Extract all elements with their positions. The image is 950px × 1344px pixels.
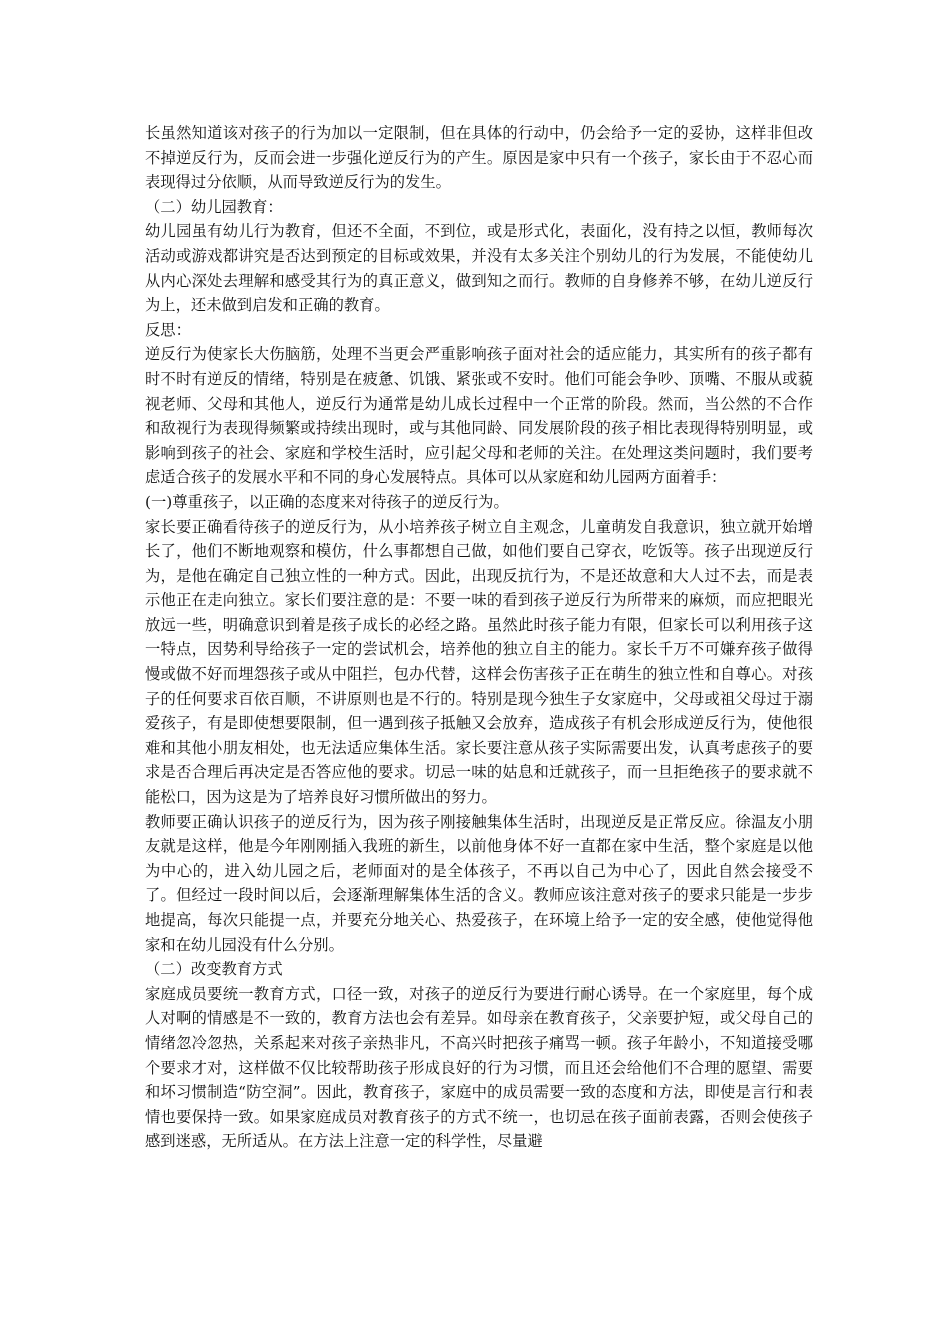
paragraph-unified-education: 家庭成员要统一教育方式，口径一致，对孩子的逆反行为要进行耐心诱导。在一个家庭里，每个成人对啊的情感是不一致的，教育方法也会有差异。如母亲在教育孩子，父亲要护短，或父母自己的情绪忽冷忽热，关系起来对孩子亲热非凡，不高兴时把孩子痛骂一顿。孩子年龄小，不知道接受哪个要求才对，这样做不仅比较帮助孩子形成良好的行为习惯，而且还会给他们不合理的愿望、需要和坏习惯制造“防空洞”。因此，教育孩子，家庭中的成员需要一致的态度和方法，即使是言行和表情也要保持一致。如果家庭成员对教育孩子的方式不统一，也切忌在孩子面前表露，否则会使孩子感到迷惑，无所适从。在方法上注意一定的科学性，尽量避 — [145, 984, 813, 1151]
heading-respect-child: (一)尊重孩子，以正确的态度来对待孩子的逆反行为。 — [145, 492, 509, 511]
heading-reflection: 反思： — [145, 320, 191, 339]
heading-change-education-method: （二）改变教育方式 — [145, 960, 283, 979]
paragraph-parents-view: 家长要正确看待孩子的逆反行为，从小培养孩子树立自主观念，儿童萌发自我意识，独立就开始增长了，他们不断地观察和模仿，什么事都想自己做，如他们要自己穿衣，吃饭等。孩子出现逆反行为，是他在确定自己独立性的一种方式。因此，出现反抗行为，不是还故意和大人过不去，而是表示他正在走向独立。家长们要注意的是：不要一味的看到孩子逆反行为所带来的麻烦，而应把眼光放远一些，明确意识到着是孩子成长的必经之路。虽然此时孩子能力有限，但家长可以利用孩子这一特点，因势利导给孩子一定的尝试机会，培养他的独立自主的能力。家长千万不可嫌弃孩子做得慢或做不好而埋怨孩子或从中阻拦，包办代替，这样会伤害孩子正在萌生的独立性和自尊心。对孩子的任何要求百依百顺，不讲原则也是不行的。特别是现今独生子女家庭中，父母或祖父母过于溺爱孩子，有是即使想要限制，但一遇到孩子抵触又会放弃，造成孩子有机会形成逆反行为，使他很难和其他小朋友相处，也无法适应集体生活。家长要注意从孩子实际需要出发，认真考虑孩子的要求是否合理后再决定是否答应他的要求。切忌一味的姑息和迁就孩子，而一旦拒绝孩子的要求就不能松口，因为这是为了培养良好习惯所做出的努力。 — [145, 517, 813, 807]
document-body — [145, 121, 813, 1154]
paragraph-teachers-view: 教师要正确认识孩子的逆反行为，因为孩子刚接触集体生活时，出现逆反是正常反应。徐温友小朋友就是这样，他是今年刚刚插入我班的新生，以前他身体不好一直都在家中生活，整个家庭是以他为中心的，进入幼儿园之后，老师面对的是全体孩子，不再以自己为中心了，因此自然会接受不了。但经过一段时间以后，会逐渐理解集体生活的含义。教师应该注意对孩子的要求只能是一步步地提高，每次只能提一点，并要充分地关心、热爱孩子，在环境上给予一定的安全感，使他觉得他家和在幼儿园没有什么分别。 — [145, 812, 813, 954]
paragraph-reflection: 逆反行为使家长大伤脑筋，处理不当更会严重影响孩子面对社会的适应能力，其实所有的孩子都有时不时有逆反的情绪，特别是在疲惫、饥饿、紧张或不安时。他们可能会争吵、顶嘴、不服从或藐视老师、父母和其他人，逆反行为通常是幼儿成长过程中一个正常的阶段。然而，当公然的不合作和敌视行为表现得频繁或持续出现时，或与其他同龄、同发展阶段的孩子相比表现得特别明显，或影响到孩子的社会、家庭和学校生活时，应引起父母和老师的关注。在处理这类问题时，我们要考虑适合孩子的发展水平和不同的身心发展特点。具体可以从家庭和幼儿园两方面着手： — [145, 345, 813, 487]
heading-kindergarten-education: （二）幼儿园教育： — [145, 197, 283, 216]
paragraph-family-compromise: 长虽然知道该对孩子的行为加以一定限制，但在具体的行动中，仍会给予一定的妥协，这样非但改不掉逆反行为，反而会进一步强化逆反行为的产生。原因是家中只有一个孩子，家长由于不忍心而表现得过分依顺，从而导致逆反行为的发生。 — [145, 124, 813, 192]
paragraph-kindergarten-education: 幼儿园虽有幼儿行为教育，但还不全面，不到位，或是形式化，表面化，没有持之以恒，教师每次活动或游戏都讲究是否达到预定的目标或效果，并没有太多关注个别幼儿的行为发展，不能使幼儿从内心深处去理解和感受其行为的真正意义，做到知之而行。教师的自身修养不够，在幼儿逆反行为上，还未做到启发和正确的教育。 — [145, 222, 813, 315]
